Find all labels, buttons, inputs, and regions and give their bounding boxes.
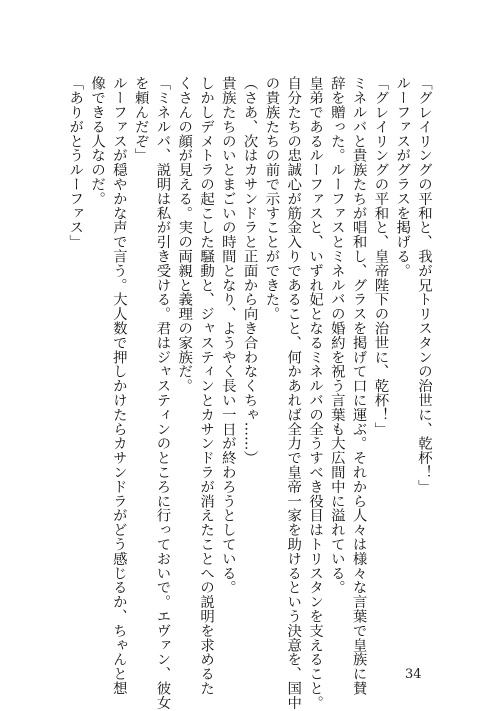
page-number: 34	[405, 667, 422, 682]
text-line: 像できる人なのだ。	[89, 76, 106, 206]
text-line: 皇弟であるルーファスと、いずれ妃となるミネルバの全うすべき役目はトリスタンを支えること。	[307, 76, 324, 710]
text-line: 「ミネルバ、説明は私が引き受ける。君はジャスティンのところに行っておいで。エヴァン、彼女	[154, 76, 171, 710]
text-line: 自分たちの忠誠心が筋金入りであること、何かあれば全力で皇帝一家を助けるという決意を、国中	[285, 76, 302, 710]
text-line: ミネルバと貴族たちが唱和し、グラスを掲げて口に運ぶ。それから人々は様々な言葉で皇族に賛	[350, 76, 367, 696]
text-line: を頼んだぞ」	[132, 76, 149, 163]
text-line: 辞を贈った。ルーファスとミネルバの婚約を祝う言葉も大広間中に溢れている。	[328, 76, 345, 595]
text-line: 「グレイリングの平和と、我が兄トリスタンの治世に、乾杯！」	[416, 76, 432, 494]
text-line: の貴族たちの前で示すことができた。	[263, 76, 280, 321]
text-line: ルーファスが穏やかな声で言う。大人数で押しかけたらカサンドラがどう感じるか、ちゃんと想	[110, 76, 127, 696]
text-line: 貴族たちのいとまごいの時間となり、ようやく長い一日が終わろうとしている。	[219, 76, 236, 595]
text-line: 「グレイリングの平和と、皇帝陛下の治世に、乾杯！」	[372, 76, 389, 436]
text-line: （さあ、次はカサンドラと正面から向き合わなくちゃ……）	[241, 76, 258, 465]
text-line: 「ありがとうルーファス」	[67, 76, 84, 249]
text-line: くさんの顔が見える。実の両親と義理の家族だ。	[176, 76, 193, 393]
text-line: ルーファスがグラスを掲げる。	[394, 76, 411, 278]
text-line: しかしデメトラの起こした騒動と、ジャスティンとカサンドラが消えたことへの説明を求めるた	[198, 76, 215, 696]
